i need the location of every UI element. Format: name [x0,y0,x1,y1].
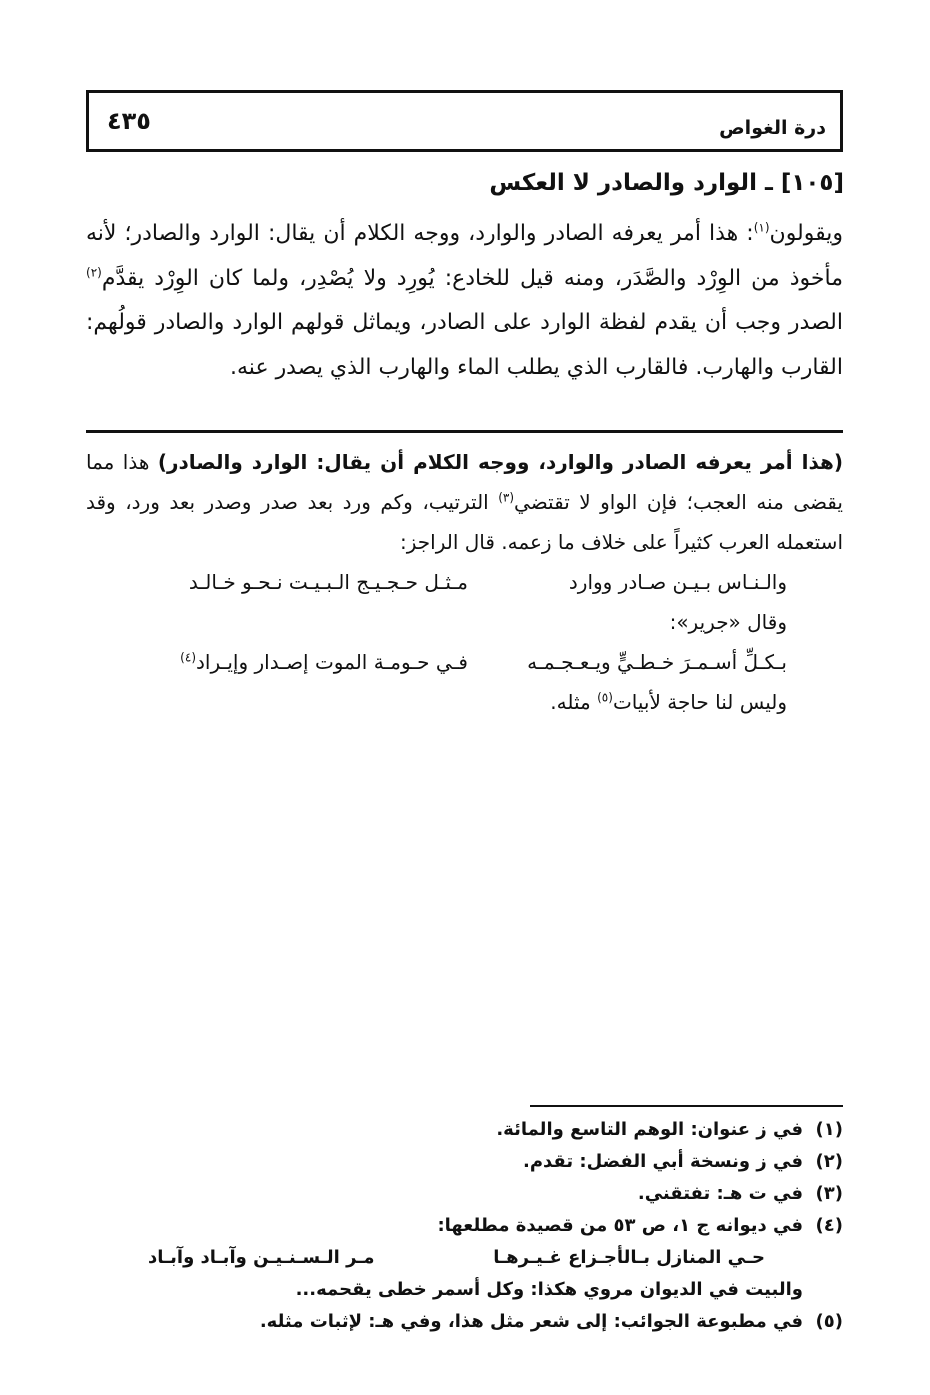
verse2-first-hemistich: بـكـلِّ أسـمـرَ خـطـيٍّ ويـعـجـمـه [527,650,787,674]
verse2-second-text: فـي حـومـة الموت إصـدار وإيـراد [196,650,468,674]
footnote-mark: (١) [815,1119,843,1140]
commentary-lead-quote: (هذا أمر يعرفه الصادر والوارد، ووجه الكلام أن يقال: الوارد والصادر) [157,450,844,474]
entry-heading: [١٠٥] ـ الوارد والصادر لا العكس [489,170,844,196]
section-divider [86,430,843,433]
verse2-second-hemistich [138,642,468,682]
page-number: ٤٣٥ [107,107,151,135]
footnote-text: في ت هـ: تفتقني. [637,1183,803,1204]
footnote-text: في ز عنوان: الوهم التاسع والمائة. [496,1119,803,1140]
verse1-first-hemistich: والـنـاس بـيـن صـادر ووارد [568,570,787,594]
footnote-4-continued: والبيت في الديوان مروي هكذا: وكل أسمر خطى يقحمه... [295,1279,803,1300]
footnote-ref-4[interactable]: (٤) [180,650,196,665]
footnotes-section [86,1114,843,1338]
footnote-ref-3[interactable]: (٣) [498,490,515,505]
footnote-text: في ز ونسخة أبي الفضل: تقدم. [522,1151,803,1172]
footnote-4 [86,1210,843,1242]
footnote-mark: (٣) [815,1183,843,1204]
footnote-mark: (٢) [815,1151,843,1172]
footnote-mark: (٤) [815,1215,843,1236]
closing-part1: وليس لنا حاجة لأبيات [612,690,787,714]
footnote-5 [86,1306,843,1338]
commentary-text-part1: هذا مما يقضى منه العجب؛ فإن الواو لا تقتضي [86,450,843,514]
verse-line-2 [86,642,843,682]
commentary-section [86,442,843,722]
commentary-text-part2: الترتيب، وكم ورد بعد صدر وصدر بعد ورد، وقد استعمله العرب كثيراً على خلاف ما زعمه. قال الراجز: [86,490,843,554]
footnote-ref-1[interactable]: (١) [753,220,770,235]
main-text-part2: : هذا أمر يعرفه الصادر والوارد، ووجه الكلام أن يقال: الوارد والصادر؛ لأنه مأخوذ من الوِرْد والصَّدَر، ومنه قيل للخادع: يُورِد ولا يُصْدِر، ولما كان الوِرْد يقدَّم [86,221,843,291]
commentary-closing [86,682,843,722]
main-text-part1: ويقولون [769,221,843,246]
page-header-box [86,90,843,152]
running-head: درة الغواص [719,117,826,139]
footnote-mark: (٥) [815,1311,843,1332]
main-paragraph [86,212,843,390]
footnote-verse-second: مـر الـسـنـيـن وآبـاد وآبـاد [148,1247,375,1268]
footnote-text: في مطبوعة الجوائب: إلى شعر مثل هذا، وفي هـ: لإثبات مثله. [259,1311,803,1332]
commentary-paragraph [86,442,843,562]
verse1-second-hemistich: مـثـل حـجـيـج الـبـيـت نـحـو خـالـد [188,570,468,594]
footnote-text: في ديوانه ج ١، ص ٥٣ من قصيدة مطلعها: [437,1215,803,1236]
footnote-2 [86,1146,843,1178]
main-text [86,212,843,390]
footnote-verse-first: حـي المنازل بـالأجـزاع غـيـرهـا [493,1247,765,1268]
footnote-divider [530,1105,843,1107]
main-text-part3: الصدر وجب أن يقدم لفظة الوارد على الصادر، ويماثل قولهم الوارد والصادر قولُهم: القارب والهارب. فالقارب الذي يطلب الماء والهارب الذي يصدر عنه. [86,310,843,380]
footnote-ref-5[interactable]: (٥) [597,690,613,705]
poet-attribution: وقال «جرير»: [669,610,787,634]
closing-part2: مثله. [550,690,598,714]
verse-line-1 [86,562,843,602]
footnote-ref-2[interactable]: (٢) [86,265,102,280]
footnote-1 [86,1114,843,1146]
footnote-verse [86,1242,843,1274]
footnote-3 [86,1178,843,1210]
